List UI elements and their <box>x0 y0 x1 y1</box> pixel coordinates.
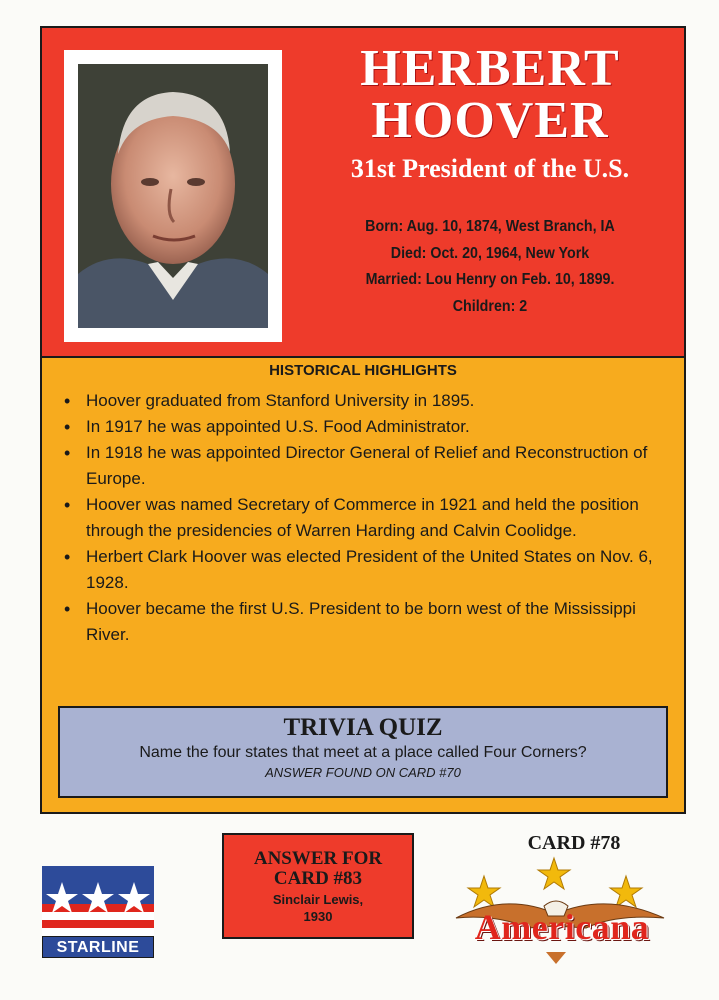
starline-logo <box>42 866 154 958</box>
trivia-answer-ref: ANSWER FOUND ON CARD #70 <box>265 765 461 780</box>
fact-born: Born: Aug. 10, 1874, West Branch, IA <box>365 218 615 235</box>
answer-value-2: 1930 <box>303 909 333 924</box>
portrait-photo <box>78 64 268 328</box>
americana-wordmark: Americana <box>474 907 650 947</box>
answer-box <box>222 833 414 939</box>
starline-flag <box>42 866 154 936</box>
card-number: CARD #78 <box>527 832 621 854</box>
fact-died: Died: Oct. 20, 1964, New York <box>390 244 590 262</box>
list-item: • In 1917 he was appointed U.S. Food Administrator. <box>60 414 672 440</box>
fact-children: Children: 2 <box>452 297 528 315</box>
list-item: • Hoover was named Secretary of Commerce in 1921 and held the position through the presidencies of Warren Harding and Calvin Coolidge. <box>60 492 672 544</box>
bio-facts <box>315 214 665 320</box>
starline-wordmark: STARLINE <box>42 936 154 958</box>
list-item: • Hoover became the first U.S. President to be born west of the Mississippi River. <box>60 596 672 648</box>
list-item: • Herbert Clark Hoover was elected President of the United States on Nov. 6, 1928. <box>60 544 672 596</box>
fact-married: Married: Lou Henry on Feb. 10, 1899. <box>365 271 615 288</box>
trivia-question: Name the four states that meet at a place called Four Corners? <box>139 744 587 761</box>
star-icon <box>468 858 642 907</box>
highlights-list <box>60 388 672 648</box>
photo-mat <box>64 50 282 342</box>
card-frame <box>40 26 686 814</box>
trivia-title: TRIVIA QUIZ <box>283 714 443 741</box>
answer-value-1: Sinclair Lewis, <box>272 892 364 907</box>
answer-heading-2: CARD #83 <box>273 868 363 889</box>
president-name-last: HOOVER <box>371 92 609 149</box>
list-item: • Hoover graduated from Stanford University in 1895. <box>60 388 672 414</box>
highlights-title: HISTORICAL HIGHLIGHTS <box>269 362 457 379</box>
portrait-illustration <box>78 64 268 328</box>
answer-heading-1: ANSWER FOR <box>253 848 383 869</box>
americana-logo <box>436 856 686 966</box>
president-subtitle: 31st President of the U.S. <box>350 154 630 183</box>
list-item: • In 1918 he was appointed Director General of Relief and Reconstruction of Europe. <box>60 440 672 492</box>
trivia-box <box>58 706 668 798</box>
header-panel <box>42 28 684 358</box>
president-name-first: HERBERT <box>360 40 620 97</box>
